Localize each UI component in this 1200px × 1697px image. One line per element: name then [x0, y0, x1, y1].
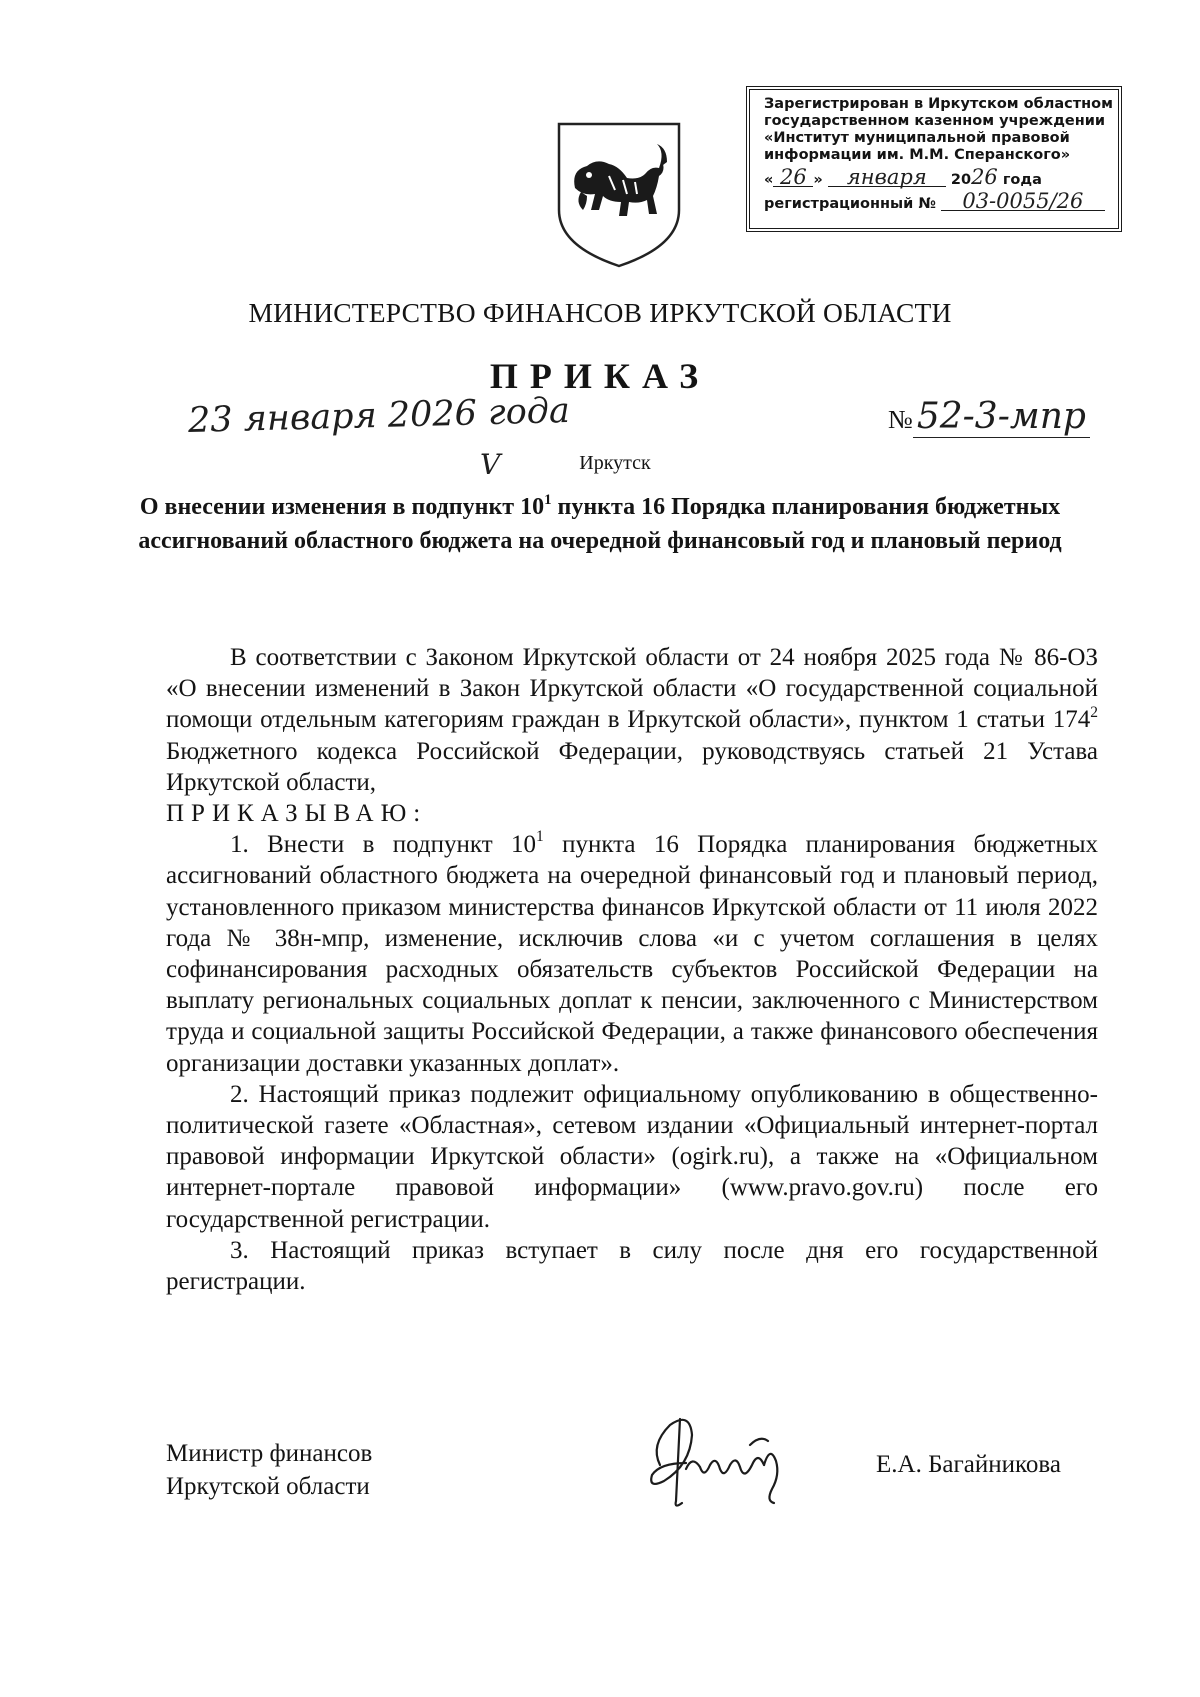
- ministry-name: МИНИСТЕРСТВО ФИНАНСОВ ИРКУТСКОЙ ОБЛАСТИ: [248, 297, 952, 328]
- signer-name: Е.А. Багайникова: [876, 1451, 1061, 1478]
- stamp-month: января: [828, 169, 946, 187]
- stamp-line: информации им. М.М. Сперанского»: [764, 147, 1071, 163]
- stamp-year-suffix: 26: [971, 165, 998, 189]
- number-sign: №: [888, 405, 913, 434]
- stamp-quote-close: »: [813, 172, 823, 188]
- stamp-line: Зарегистрирован в Иркутском областном: [764, 96, 1113, 112]
- decree-word: ПРИКАЗЫВАЮ:: [166, 800, 428, 828]
- registration-stamp: [746, 86, 1122, 232]
- stamp-reg-number: 03-0055/26: [941, 193, 1105, 211]
- stamp-year-prefix: 20: [950, 172, 972, 188]
- stamp-quote-open: «: [764, 172, 774, 188]
- order-date: 23 января 2026 года: [187, 391, 571, 441]
- handwritten-signature: [630, 1405, 800, 1515]
- stamp-reg-row: [764, 189, 1110, 213]
- order-number: [888, 396, 1090, 438]
- text-run: В соответствии с Законом Иркутской области от 24 ноября 2025 года № 86-ОЗ «О внесении изменений в Закон Иркутской области «О государственной социальной помощи отдельным категориям граждан в Иркутской области», пунктом 1 статьи 174: [166, 644, 1098, 734]
- stamp-reg-label: регистрационный №: [764, 196, 936, 212]
- stamp-line: государственном казенном учреждении: [764, 113, 1106, 129]
- order-number-value: 52-3-мпр: [916, 396, 1086, 437]
- text-run: О внесении изменения в подпункт 10: [139, 494, 545, 520]
- superscript: 2: [1090, 703, 1098, 721]
- text-run: 1. Внести в подпункт 10: [230, 831, 536, 859]
- item-1-paragraph: [166, 829, 1098, 1079]
- coat-of-arms-icon: [553, 118, 685, 270]
- signer-position-line: Министр финансов: [166, 1440, 373, 1467]
- stamp-line: «Институт муниципальной правовой: [764, 130, 1070, 146]
- order-heading: [120, 490, 1080, 558]
- text-run: 3. Настоящий приказ вступает в силу после дня его государственной регистрации.: [166, 1236, 1098, 1296]
- stamp-date-row: [764, 165, 1110, 189]
- city: Иркутск: [579, 452, 651, 474]
- item-2-paragraph: [166, 1079, 1098, 1235]
- text-run: 2. Настоящий приказ подлежит официальному опубликованию в общественно-политической газете «Областная», сетевом издании «Официальный интернет-портал правовой информации Иркутской области» (ogirk.ru), а также на «Официальном интернет-портале правовой информации» (www.pravo.gov.ru) после его государственной регистрации.: [166, 1080, 1098, 1233]
- item-3-paragraph: [166, 1235, 1098, 1297]
- text-run: Бюджетного кодекса Российской Федерации, руководствуясь статьей 21 Устава Иркутской области,: [166, 737, 1098, 796]
- date-check-mark: V: [480, 448, 501, 481]
- text-run: пункта 16 Порядка планирования бюджетных ассигнований областного бюджета на очередной финансовый год и плановый период, установленного приказом министерства финансов Иркутской области от 11 июля 2022 года № 38н-мпр, изменение, исключив слова «и с учетом соглашения в целях софинансирования расходных обязательств субъектов Российской Федерации на выплату региональных социальных доплат к пенсии, заключенного с Министерством труда и социальной защиты Российской Федерации, а также финансового обеспечения организации доставки указанных доплат».: [166, 831, 1099, 1077]
- superscript: 1: [535, 828, 544, 846]
- stamp-year-word: года: [1002, 172, 1042, 188]
- order-body: [166, 642, 1098, 1297]
- signer-position: [166, 1437, 372, 1503]
- superscript: 1: [544, 491, 552, 508]
- text-run: пункта 16 Порядка планирования бюджетных ассигнований областного бюджета на очередной финансовый год и плановый период: [138, 494, 1062, 554]
- preamble-paragraph: [166, 642, 1098, 798]
- stamp-day: 26: [773, 169, 813, 187]
- document-type: ПРИКАЗ: [489, 356, 711, 396]
- signer-position-line: Иркутской области: [166, 1473, 370, 1500]
